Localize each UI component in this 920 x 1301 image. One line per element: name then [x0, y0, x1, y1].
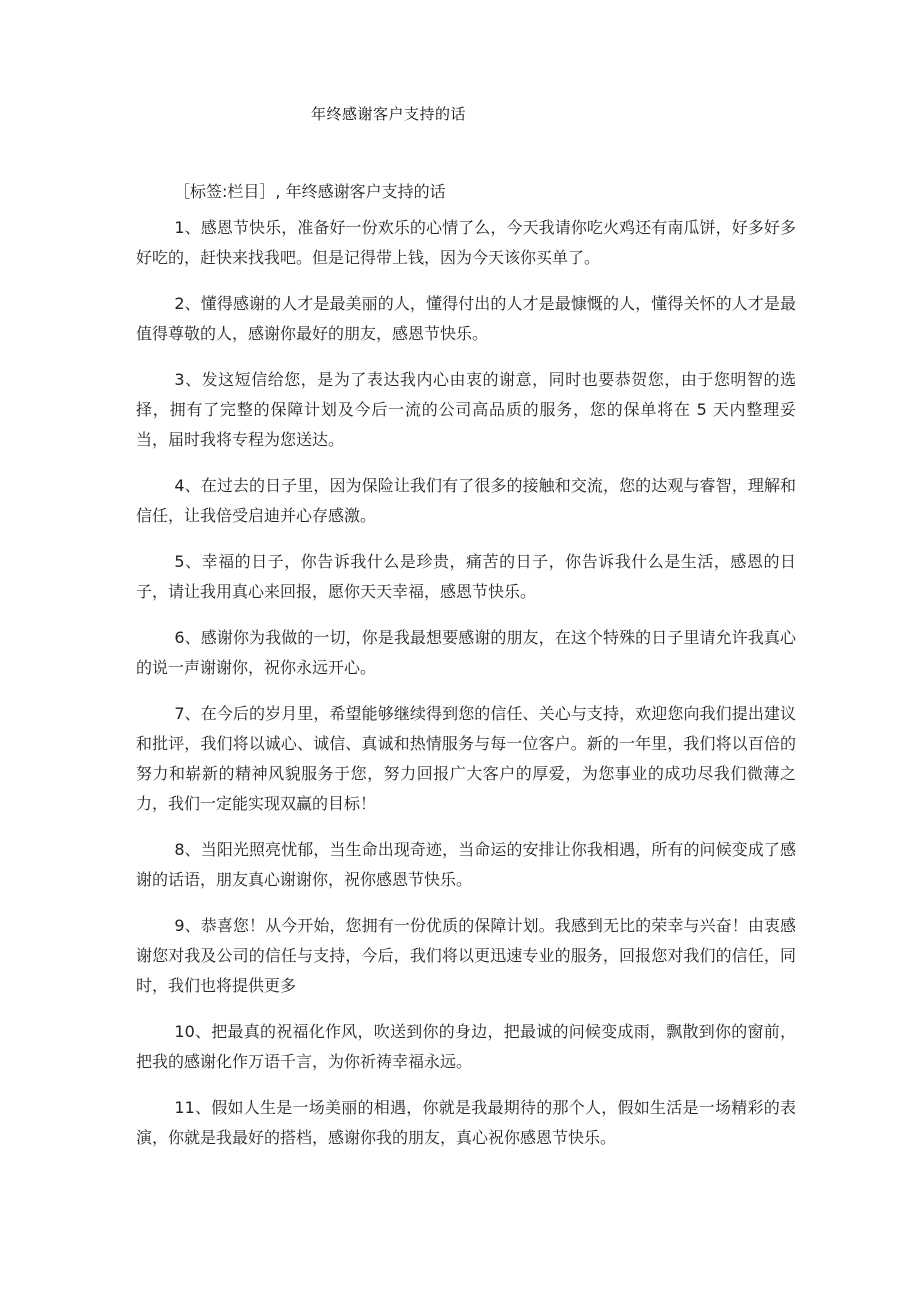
document-body — [136, 213, 796, 1169]
tag-line: ［标签:栏目］, 年终感谢客户支持的话 — [174, 182, 446, 201]
paragraph-11: 11、假如人生是一场美丽的相遇，你就是我最期待的那个人，假如生活是一场精彩的表演，你就是我最好的搭档，感谢你我的朋友，真心祝你感恩节快乐。 — [136, 1098, 796, 1147]
paragraph-10: 10、把最真的祝福化作风，吹送到你的身边，把最诚的问候变成雨，飘散到你的窗前，把我的感谢化作万语千言，为你祈祷幸福永远。 — [136, 1022, 796, 1071]
document-title: 年终感谢客户支持的话 — [311, 105, 467, 123]
paragraph-6: 6、感谢你为我做的一切，你是我最想要感谢的朋友，在这个特殊的日子里请允许我真心的说一声谢谢你，祝你永远开心。 — [136, 628, 796, 677]
paragraph-5: 5、幸福的日子，你告诉我什么是珍贵，痛苦的日子，你告诉我什么是生活，感恩的日子，请让我用真心来回报，愿你天天幸福，感恩节快乐。 — [136, 552, 796, 601]
paragraph-9: 9、恭喜您！从今开始，您拥有一份优质的保障计划。我感到无比的荣幸与兴奋！由衷感谢您对我及公司的信任与支持，今后，我们将以更迅速专业的服务，回报您对我们的信任，同时，我们也将提供更多 — [136, 916, 796, 995]
paragraph-7: 7、在今后的岁月里，希望能够继续得到您的信任、关心与支持，欢迎您向我们提出建议和批评，我们将以诚心、诚信、真诚和热情服务与每一位客户。新的一年里，我们将以百倍的努力和崭新的精神风貌服务于您，努力回报广大客户的厚爱，为您事业的成功尽我们微薄之力，我们一定能实现双赢的目标！ — [136, 704, 796, 813]
paragraph-4: 4、在过去的日子里，因为保险让我们有了很多的接触和交流，您的达观与睿智，理解和信任，让我倍受启迪并心存感激。 — [136, 476, 796, 525]
paragraph-3: 3、发这短信给您，是为了表达我内心由衷的谢意，同时也要恭贺您，由于您明智的选择，拥有了完整的保障计划及今后一流的公司高品质的服务，您的保单将在 5 天内整理妥当，届时我将专程为您送达。 — [136, 370, 796, 449]
paragraph-2: 2、懂得感谢的人才是最美丽的人，懂得付出的人才是最慷慨的人，懂得关怀的人才是最值得尊敬的人，感谢你最好的朋友，感恩节快乐。 — [136, 294, 796, 343]
paragraph-1: 1、感恩节快乐，准备好一份欢乐的心情了么，今天我请你吃火鸡还有南瓜饼，好多好多好吃的，赶快来找我吧。但是记得带上钱，因为今天该你买单了。 — [136, 218, 796, 267]
paragraph-8: 8、当阳光照亮忧郁，当生命出现奇迹，当命运的安排让你我相遇，所有的问候变成了感谢的话语，朋友真心谢谢你，祝你感恩节快乐。 — [136, 840, 796, 889]
